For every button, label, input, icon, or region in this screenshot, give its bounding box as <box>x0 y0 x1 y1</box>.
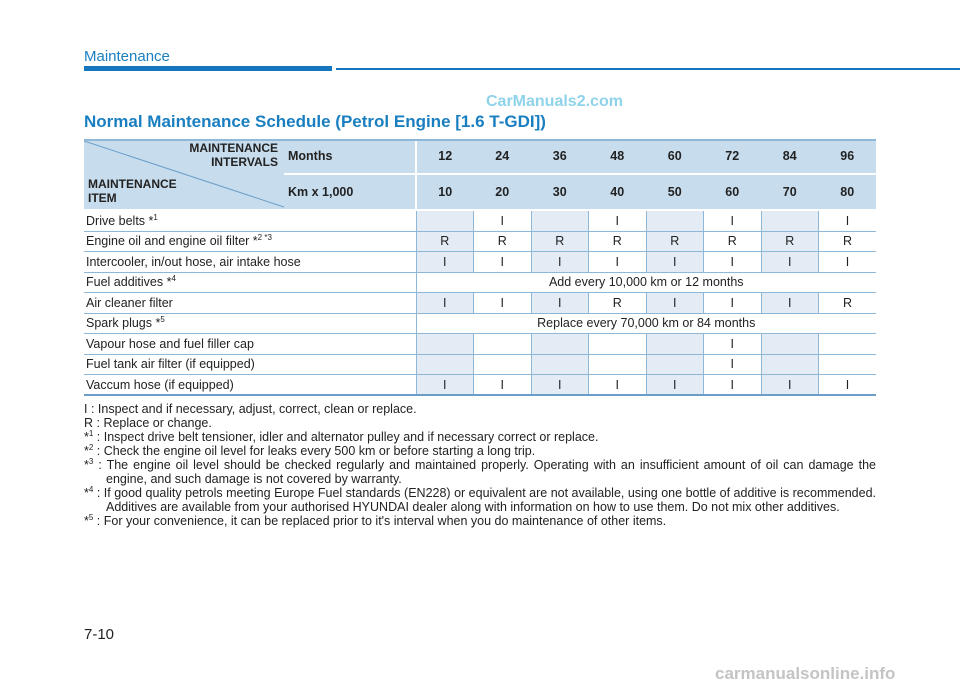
legend-note: *$^2$ : Check the engine oil level for leaks every 500 km or before starting a long trip. <box>84 443 536 458</box>
corner-item-label: MAINTENANCE ITEM <box>88 177 177 205</box>
schedule-cell: I <box>819 252 877 273</box>
schedule-cell: R <box>474 231 532 252</box>
schedule-cell: R <box>589 231 647 252</box>
interval-note: Add every 10,000 km or 12 months <box>416 272 876 293</box>
section-rule <box>336 68 960 70</box>
schedule-cell <box>589 354 647 375</box>
section-bar <box>84 66 332 71</box>
schedule-cell: R <box>819 293 877 314</box>
months-cell: 36 <box>531 139 589 174</box>
schedule-cell: I <box>819 210 877 231</box>
legend-note: R : Replace or change. <box>84 416 212 430</box>
schedule-cell: R <box>416 231 474 252</box>
item-name: Vaccum hose (if equipped) <box>84 375 416 396</box>
table-row <box>84 354 876 375</box>
table-row <box>84 231 876 252</box>
schedule-cell <box>531 354 589 375</box>
schedule-cell: I <box>761 252 819 273</box>
watermark-bottom: carmanualsonline.info <box>715 664 896 683</box>
km-cell: 20 <box>474 174 532 210</box>
months-cell: 96 <box>819 139 877 174</box>
schedule-cell <box>531 334 589 355</box>
schedule-cell: I <box>474 252 532 273</box>
item-name: Engine oil and engine oil filter *$^2$ $^{*3}$ <box>84 231 416 252</box>
schedule-cell <box>646 210 704 231</box>
months-cell: 60 <box>646 139 704 174</box>
months-cell: 24 <box>474 139 532 174</box>
item-name: Spark plugs *$^5$ <box>84 313 416 334</box>
table-row <box>84 252 876 273</box>
schedule-cell <box>474 334 532 355</box>
schedule-cell: I <box>646 375 704 396</box>
legend-note: *$^1$ : Inspect drive belt tensioner, idler and alternator pulley and if necessary correct or replace. <box>84 429 599 444</box>
schedule-cell: I <box>531 293 589 314</box>
km-cell: 80 <box>819 174 877 210</box>
table-bottom-rule <box>84 394 876 396</box>
km-label: Km x 1,000 <box>284 174 416 210</box>
item-name: Air cleaner filter <box>84 293 416 314</box>
schedule-cell: I <box>589 210 647 231</box>
table-row <box>84 375 876 396</box>
km-cell: 30 <box>531 174 589 210</box>
schedule-cell: I <box>704 210 762 231</box>
schedule-cell <box>589 334 647 355</box>
legend-note: *$^5$ : For your convenience, it can be replaced prior to it's interval when you do maintenance of other items. <box>84 513 667 528</box>
schedule-cell: I <box>704 252 762 273</box>
schedule-cell: I <box>474 375 532 396</box>
table-row <box>84 334 876 355</box>
schedule-cell: I <box>589 375 647 396</box>
table-row <box>84 272 876 293</box>
schedule-cell: I <box>646 293 704 314</box>
corner-intervals-label: MAINTENANCE INTERVALS <box>189 141 278 169</box>
months-cell: 72 <box>704 139 762 174</box>
schedule-cell <box>761 210 819 231</box>
schedule-cell: I <box>416 293 474 314</box>
item-name: Vapour hose and fuel filler cap <box>84 334 416 355</box>
item-name: Fuel additives *$^4$ <box>84 272 416 293</box>
schedule-cell: I <box>646 252 704 273</box>
km-cell: 70 <box>761 174 819 210</box>
schedule-cell <box>761 354 819 375</box>
schedule-cell <box>416 334 474 355</box>
schedule-cell <box>761 334 819 355</box>
watermark-top: CarManuals2.com <box>486 93 623 110</box>
schedule-cell: I <box>531 252 589 273</box>
schedule-cell: R <box>589 293 647 314</box>
table-row <box>84 293 876 314</box>
schedule-cell <box>531 210 589 231</box>
schedule-cell <box>646 354 704 375</box>
months-cell: 84 <box>761 139 819 174</box>
km-cell: 60 <box>704 174 762 210</box>
schedule-cell: R <box>819 231 877 252</box>
schedule-cell: I <box>474 293 532 314</box>
table-corner-header <box>84 139 284 210</box>
legend-note: I : Inspect and if necessary, adjust, correct, clean or replace. <box>84 402 417 416</box>
schedule-cell: I <box>704 334 762 355</box>
item-name: Fuel tank air filter (if equipped) <box>84 354 416 375</box>
item-name: Drive belts *$^1$ <box>84 210 416 231</box>
legend-note: *$^3$ : The engine oil level should be checked regularly and maintained properly. Operating with an insufficient amount of oil can damage the engine, and such damage is not covered by warranty. <box>84 457 876 486</box>
months-cell: 12 <box>416 139 474 174</box>
schedule-cell <box>819 354 877 375</box>
section-title: Maintenance <box>84 48 170 65</box>
schedule-cell <box>819 334 877 355</box>
months-cell: 48 <box>589 139 647 174</box>
table-row <box>84 313 876 334</box>
schedule-cell <box>416 210 474 231</box>
maintenance-schedule-table <box>84 139 876 396</box>
schedule-cell <box>474 354 532 375</box>
km-cell: 50 <box>646 174 704 210</box>
schedule-cell: R <box>531 231 589 252</box>
schedule-cell: I <box>704 375 762 396</box>
page-number: 7-10 <box>84 626 115 643</box>
schedule-cell: I <box>761 375 819 396</box>
schedule-cell: I <box>474 210 532 231</box>
legend-notes <box>84 402 876 528</box>
km-cell: 10 <box>416 174 474 210</box>
schedule-cell: I <box>531 375 589 396</box>
schedule-cell: I <box>819 375 877 396</box>
legend-note: *$^4$ : If good quality petrols meeting Europe Fuel standards (EN228) or equivalent are not available, using one bottle of additive is recommended. Additives are available from your authorised HYUNDAI dealer along with information on how to use them. Do not mix other additives. <box>84 485 876 514</box>
schedule-cell: R <box>761 231 819 252</box>
schedule-cell: R <box>646 231 704 252</box>
interval-note: Replace every 70,000 km or 84 months <box>416 313 876 334</box>
table-row <box>84 210 876 231</box>
schedule-cell <box>416 354 474 375</box>
page-title: Normal Maintenance Schedule (Petrol Engine [1.6 T-GDI]) <box>84 112 546 131</box>
schedule-cell <box>646 334 704 355</box>
schedule-cell: I <box>416 375 474 396</box>
schedule-cell: I <box>761 293 819 314</box>
schedule-cell: I <box>704 354 762 375</box>
schedule-cell: I <box>416 252 474 273</box>
schedule-cell: R <box>704 231 762 252</box>
km-cell: 40 <box>589 174 647 210</box>
schedule-cell: I <box>589 252 647 273</box>
months-label: Months <box>284 139 416 174</box>
item-name: Intercooler, in/out hose, air intake hose <box>84 252 416 273</box>
schedule-cell: I <box>704 293 762 314</box>
table-top-rule <box>84 139 876 141</box>
